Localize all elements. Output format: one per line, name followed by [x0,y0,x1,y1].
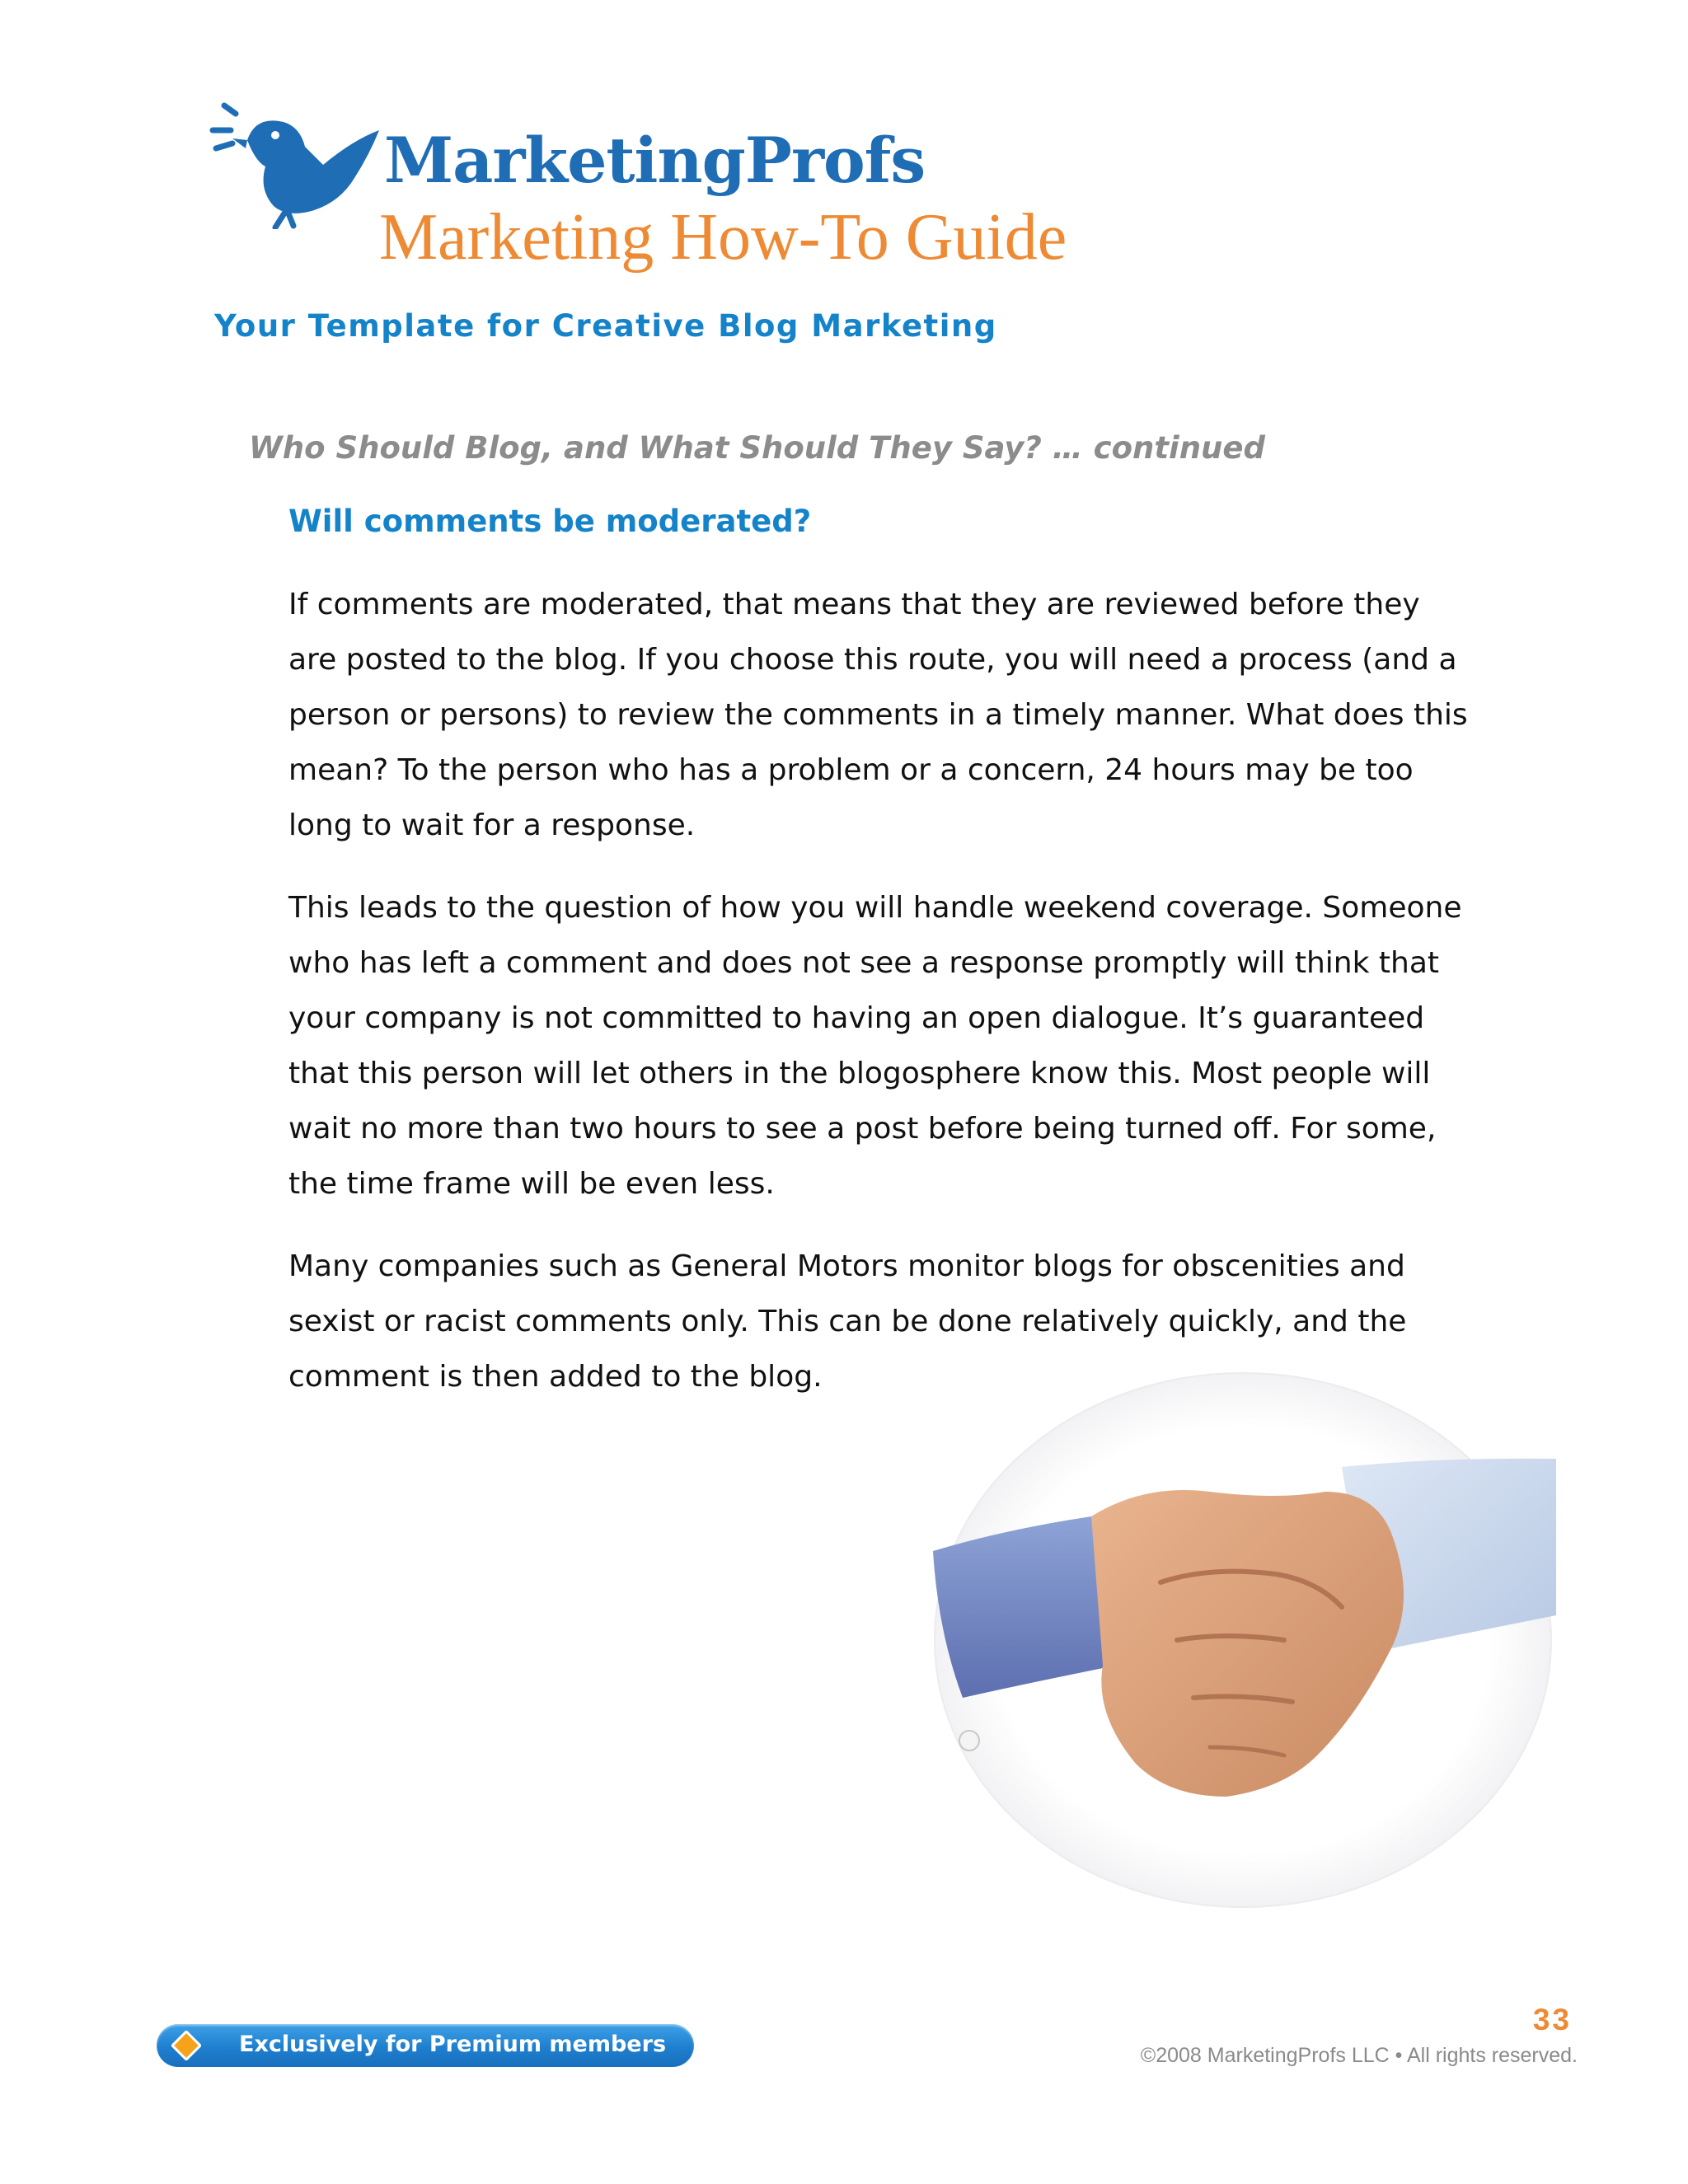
paragraph: This leads to the question of how you will handle weekend coverage. Someone who has left a comment and does not see a response promptly will think that your company is not committed to having an open dialogue. It’s guaranteed that this person will let others in the blogosphere know this. Most people will wait no more than two hours to see a post before being turned off. For some, the time frame will be even less. [288,891,1462,1201]
paragraph: If comments are moderated, that means that they are reviewed before they are posted to the blog. If you choose this route, you will need a process (and a person or persons) to review the comments in a timely manner. What does this mean? To the person who has a problem or a concern, 24 hours may be too long to wait for a response. [288,588,1468,842]
handshake-photo [930,1368,1556,1912]
page-number: 33 [1532,2003,1572,2036]
premium-members-badge[interactable] [157,2024,694,2067]
guide-name: Marketing How-To Guide [379,201,1067,274]
section-heading: Who Should Blog, and What Should They Say? … continued [249,430,1265,466]
document-title: Your Template for Creative Blog Marketing [214,308,997,344]
brand-name: MarketingProfs [384,124,926,197]
body-text [288,577,1475,1432]
diamond-icon [171,2031,201,2060]
paragraph: Many companies such as General Motors monitor blogs for obscenities and sexist or racist comments only. This can be done relatively quickly, and the comment is then added to the blog. [288,1249,1407,1394]
sub-heading: Will comments be moderated? [288,504,812,539]
copyright-notice: ©2008 MarketingProfs LLC • All rights reserved. [1140,2044,1578,2067]
premium-badge-label: Exclusively for Premium members [239,2032,667,2057]
bird-logo-icon [208,97,381,229]
